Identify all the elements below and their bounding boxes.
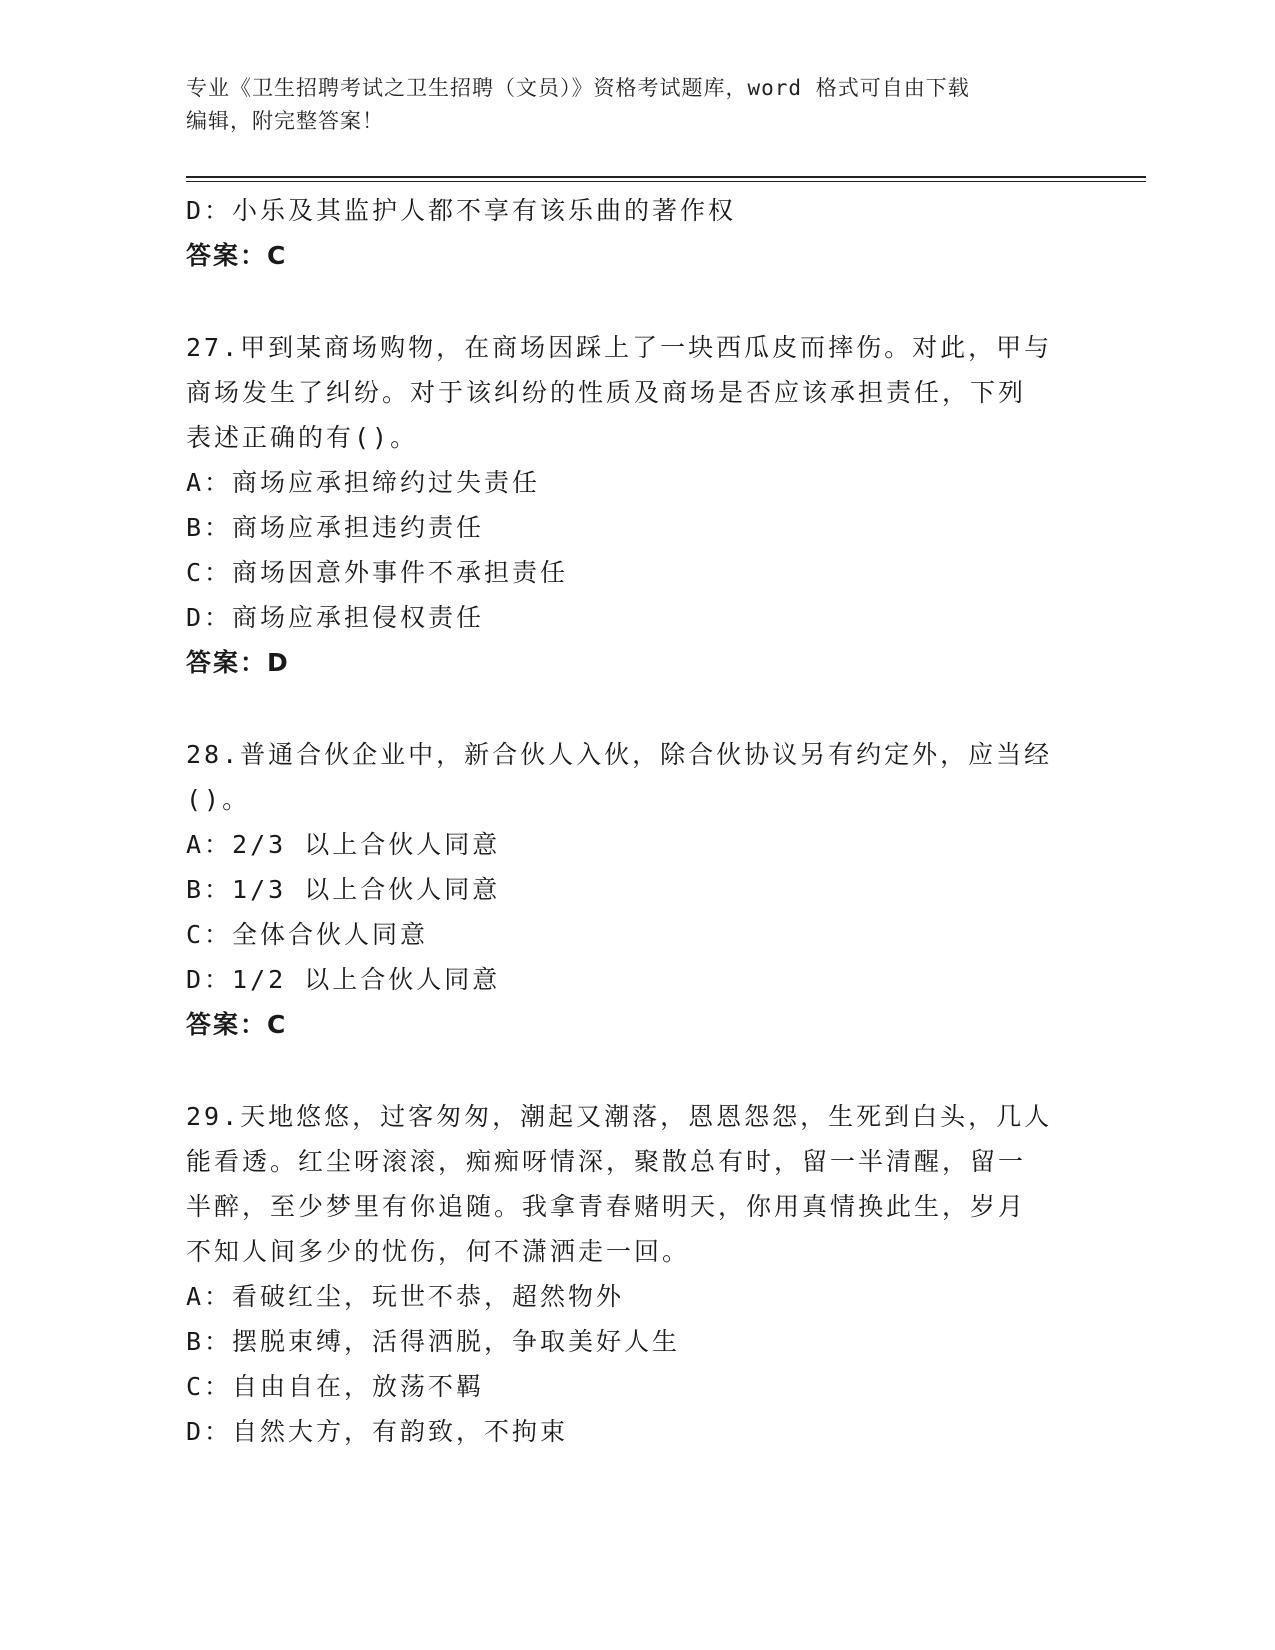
stem-line: 能看透。红尘呀滚滚，痴痴呀情深，聚散总有时，留一半清醒，留一	[186, 1147, 1027, 1176]
previous-question-tail	[186, 188, 1066, 278]
option-c: C：自由自在，放荡不羁	[186, 1372, 485, 1401]
option-c: C：全体合伙人同意	[186, 920, 429, 949]
option-a: A：商场应承担缔约过失责任	[186, 468, 541, 497]
option-d: D：商场应承担侵权责任	[186, 603, 485, 632]
question-stem	[186, 325, 1066, 460]
question-28	[186, 732, 1066, 1047]
question-stem	[186, 1094, 1066, 1274]
document-header	[186, 72, 1066, 138]
stem-line: 不知人间多少的忧伤，何不潇洒走一回。	[186, 1237, 691, 1266]
stem-line: 表述正确的有()。	[186, 423, 419, 452]
answer-line: 答案：C	[186, 241, 288, 270]
question-27	[186, 325, 1066, 685]
stem-line: 商场发生了纠纷。对于该纠纷的性质及商场是否应该承担责任，下列	[186, 378, 1027, 407]
option-d: D：自然大方，有韵致，不拘束	[186, 1417, 569, 1446]
document-body	[186, 188, 1066, 1454]
option-b: B：商场应承担违约责任	[186, 513, 485, 542]
option-c: C：商场因意外事件不承担责任	[186, 558, 569, 587]
option-a: A：看破红尘，玩世不恭，超然物外	[186, 1282, 625, 1311]
option-a: A：2/3 以上合伙人同意	[186, 830, 501, 859]
option-d: D：小乐及其监护人都不享有该乐曲的著作权	[186, 196, 737, 225]
stem-line: ()。	[186, 785, 251, 814]
option-d: D：1/2 以上合伙人同意	[186, 965, 501, 994]
answer-line: 答案：C	[186, 1010, 288, 1039]
option-b: B：1/3 以上合伙人同意	[186, 875, 501, 904]
document-page	[186, 0, 1146, 1650]
question-29	[186, 1094, 1066, 1454]
header-divider-thin	[186, 181, 1146, 182]
question-stem	[186, 732, 1066, 822]
stem-line: 28.普通合伙企业中，新合伙人入伙，除合伙协议另有约定外，应当经	[186, 740, 1053, 769]
header-line-2: 编辑，附完整答案！	[186, 109, 384, 133]
header-line-1: 专业《卫生招聘考试之卫生招聘（文员）》资格考试题库，word 格式可自由下载	[186, 76, 970, 100]
header-divider-thick	[186, 176, 1146, 178]
stem-line: 29.天地悠悠，过客匆匆，潮起又潮落，恩恩怨怨，生死到白头，几人	[186, 1102, 1053, 1131]
stem-line: 27.甲到某商场购物，在商场因踩上了一块西瓜皮而摔伤。对此，甲与	[186, 333, 1053, 362]
answer-line: 答案：D	[186, 648, 290, 677]
option-b: B：摆脱束缚，活得洒脱，争取美好人生	[186, 1327, 681, 1356]
stem-line: 半醉，至少梦里有你追随。我拿青春赌明天，你用真情换此生，岁月	[186, 1192, 1027, 1221]
